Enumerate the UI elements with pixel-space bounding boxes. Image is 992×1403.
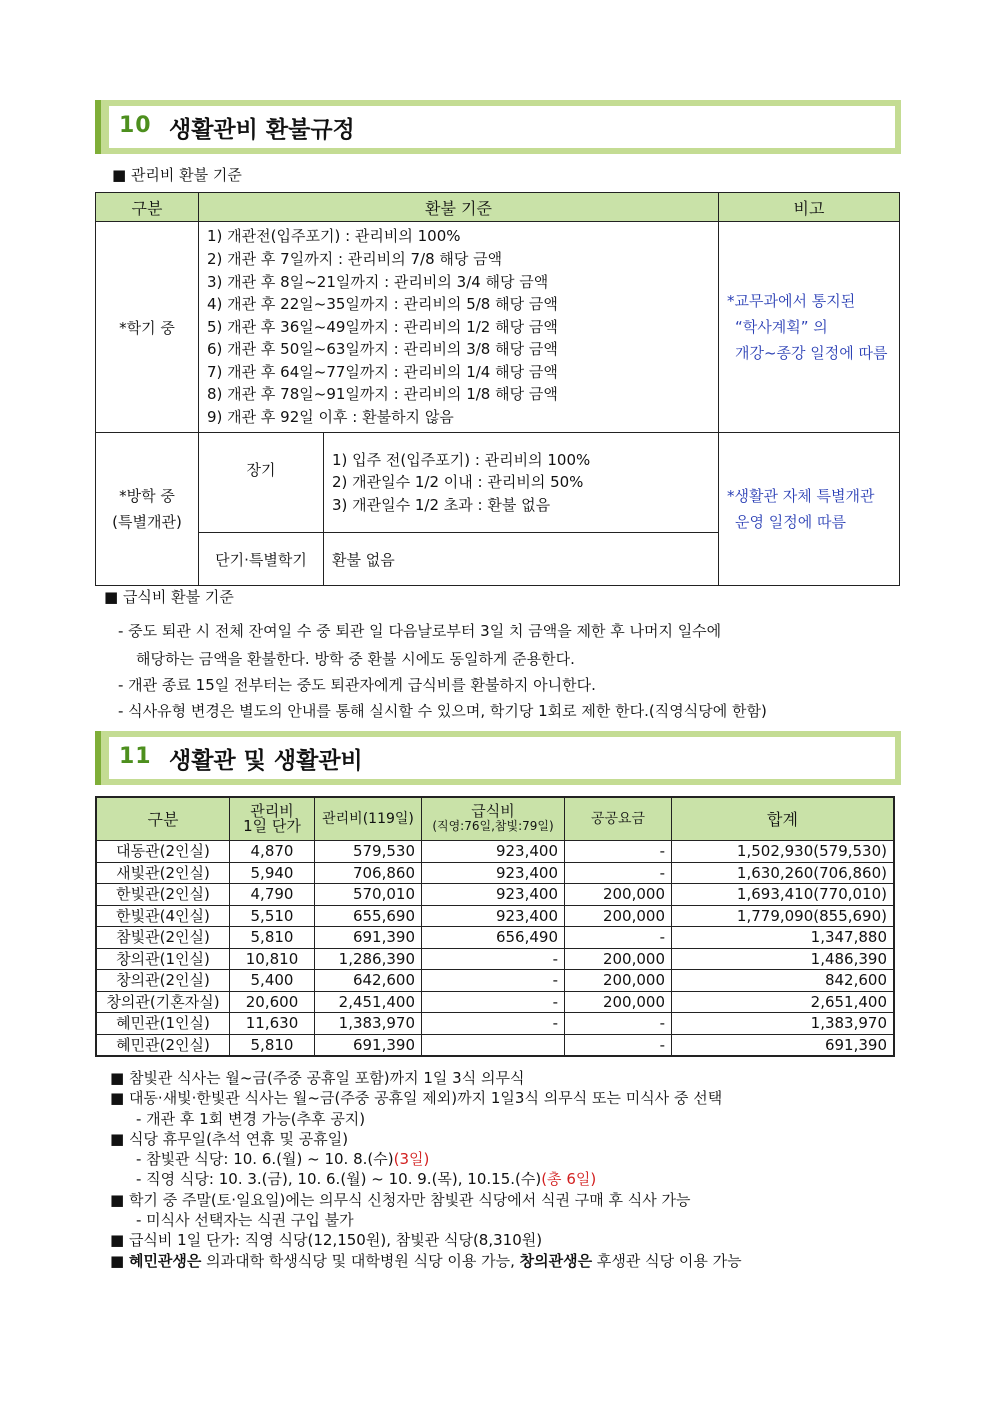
header-line: 관리비 [250,802,294,820]
semester-label: *학기 중 [96,222,199,433]
table-cell: 1,779,090(855,690) [672,905,895,927]
table-cell: 2,651,400 [672,991,895,1013]
table-cell: 대동관(2인실) [96,841,230,863]
note-line: 운영 일정에 따름 [735,513,846,531]
section-title: 생활관 및 생활관비 [169,748,363,774]
table-row [96,862,894,884]
section-10-header [95,100,901,154]
table-cell: 4,790 [230,884,315,906]
note-text: 의과대학 학생식당 및 대학병원 식당 이용 가능, [201,1251,520,1270]
table-cell: 200,000 [565,991,672,1013]
note-highlight: (3일) [393,1150,430,1169]
criteria-line: 3) 개관일수 1/2 초과 : 환불 없음 [332,495,551,514]
table-cell: - [422,970,565,992]
long-term-label: 장기 [199,433,324,533]
table-cell: 혜민관(2인실) [96,1034,230,1056]
criteria-line: 5) 개관 후 36일~49일까지 : 관리비의 1/2 해당 금액 [207,317,558,336]
criteria-line: 2) 개관 후 7일까지 : 관리비의 7/8 해당 금액 [207,249,503,268]
note-3-sub2 [110,1169,742,1189]
note-5: ■ 급식비 1일 단가: 직영 식당(12,150원), 참빛관 식당(8,310원) [110,1231,543,1250]
table-cell: 창의관(1인실) [96,948,230,970]
table-cell: 842,600 [672,970,895,992]
table-cell: - [565,927,672,949]
criteria-line: 3) 개관 후 8일~21일까지 : 관리비의 3/4 해당 금액 [207,272,549,291]
note-3: ■ 식당 휴무일(추석 연휴 및 공휴일) [110,1129,349,1148]
refund-table [95,192,900,586]
header-meal-fee [422,797,565,841]
header-line: (직영:76일,참빛:79일) [432,819,554,833]
note-6 [110,1251,742,1271]
table-row [96,884,894,906]
meal-line-3: - 개관 종료 15일 전부터는 중도 퇴관자에게 급식비를 환불하지 아니한다. [118,676,596,694]
vacation-label-line: (특별개관) [112,513,182,531]
note-line: 개강~종강 일정에 따름 [735,344,888,362]
table-cell: 1,630,260(706,860) [672,862,895,884]
criteria-line: 1) 입주 전(입주포기) : 관리비의 100% [332,450,591,469]
table-cell: 691,390 [672,1034,895,1056]
header-mgmt-fee: 관리비(119일) [315,797,422,841]
criteria-line: 4) 개관 후 22일~35일까지 : 관리비의 5/8 해당 금액 [207,295,558,314]
table-row [96,927,894,949]
note-3-sub1 [110,1149,742,1169]
table-cell: 5,810 [230,927,315,949]
table-row [96,1013,894,1035]
header-category: 구분 [96,193,199,222]
table-cell: - [422,991,565,1013]
short-term-value: 환불 없음 [324,533,719,586]
section-11-header [95,731,901,785]
semester-note [719,222,900,433]
table-cell: 923,400 [422,884,565,906]
semester-criteria [199,222,719,433]
note-bold: 창의관생은 [519,1251,593,1270]
table-cell: 1,347,880 [672,927,895,949]
header-refund-criteria: 환불 기준 [199,193,719,222]
table-cell: 한빛관(4인실) [96,905,230,927]
table-cell: 1,502,930(579,530) [672,841,895,863]
table-row [96,841,894,863]
note-1: ■ 참빛관 식사는 월~금(주중 공휴일 포함)까지 1일 3식 의무식 [110,1069,525,1087]
table-cell: 혜민관(1인실) [96,1013,230,1035]
note-4: ■ 학기 중 주말(토·일요일)에는 의무식 신청자만 참빛관 식당에서 식권 구매 후 식사 가능 [110,1190,691,1209]
table-cell: 570,010 [315,884,422,906]
header-line: 1일 단가 [243,817,301,835]
table-cell: 11,630 [230,1013,315,1035]
section-number: 11 [119,744,152,769]
criteria-line: 9) 개관 후 92일 이후 : 환불하지 않음 [207,408,454,427]
note-2: ■ 대동·새빛·한빛관 식사는 월~금(주중 공휴일 제외)까지 1일3식 의무식 또는 미식사 중 선택 [110,1089,723,1108]
table-cell: 10,810 [230,948,315,970]
short-term-label: 단기·특별학기 [199,533,324,586]
section-title: 생활관비 환불규정 [169,117,355,143]
header-line: 급식비 [471,802,515,820]
table-cell: - [422,1013,565,1035]
table-cell: 2,451,400 [315,991,422,1013]
table-row [96,948,894,970]
note-text: - 참빛관 식당: 10. 6.(월) ~ 10. 8.(수) [136,1150,394,1169]
header-total: 합계 [672,797,895,841]
table-cell: 1,383,970 [315,1013,422,1035]
table-cell: 691,390 [315,1034,422,1056]
header-daily-rate [230,797,315,841]
table-cell [422,1034,565,1056]
vacation-label-line: *방학 중 [119,487,175,505]
table-cell: 5,940 [230,862,315,884]
meal-fee-title: ■ 급식비 환불 기준 [104,588,234,606]
meal-line-1: - 중도 퇴관 시 전체 잔여일 수 중 퇴관 일 다음날로부터 3일 치 금액을 제한 후 나머지 일수에 [118,622,722,640]
criteria-line: 7) 개관 후 64일~77일까지 : 관리비의 1/4 해당 금액 [207,362,558,381]
table-cell: 200,000 [565,905,672,927]
table-cell: 새빛관(2인실) [96,862,230,884]
table-cell: 1,486,390 [672,948,895,970]
dorm-fee-table [95,796,895,1057]
table-cell: - [565,1034,672,1056]
note-4-sub: - 미식사 선택자는 식권 구입 불가 [136,1211,354,1230]
table-cell: 창의관(2인실) [96,970,230,992]
criteria-line: 8) 개관 후 78일~91일까지 : 관리비의 1/8 해당 금액 [207,385,558,404]
table-cell: 창의관(기혼자실) [96,991,230,1013]
note-text: 후생관 식당 이용 가능 [592,1251,742,1270]
note-line: *교무과에서 통지된 [727,292,856,310]
section-number: 10 [119,113,152,138]
vacation-label [96,433,199,586]
note-highlight: (총 6일) [541,1170,597,1189]
table-cell: 4,870 [230,841,315,863]
table-cell: 656,490 [422,927,565,949]
note-line: “학사계획” 의 [735,318,828,336]
table-cell: 642,600 [315,970,422,992]
table-cell: 200,000 [565,970,672,992]
table-cell: 579,530 [315,841,422,863]
table-cell: 200,000 [565,948,672,970]
long-term-criteria [324,433,719,533]
note-text: - 직영 식당: 10. 3.(금), 10. 6.(월) ~ 10. 9.(목), 10.15.(수) [136,1170,542,1189]
table-cell: 1,286,390 [315,948,422,970]
meal-line-4: - 식사유형 변경은 별도의 안내를 통해 실시할 수 있으며, 학기당 1회로 제한 한다.(직영식당에 한함) [118,702,767,720]
table-cell: 5,510 [230,905,315,927]
dorm-notes [110,1068,742,1271]
table-row [96,991,894,1013]
note-line: *생활관 자체 특별개관 [727,487,875,505]
table-row [96,970,894,992]
table-row [96,1034,894,1056]
table-cell: 한빛관(2인실) [96,884,230,906]
table-cell: 5,810 [230,1034,315,1056]
table-cell: - [422,948,565,970]
table-cell: - [565,862,672,884]
table-cell: 691,390 [315,927,422,949]
table-cell: 923,400 [422,862,565,884]
mgmt-fee-title: ■ 관리비 환불 기준 [112,166,242,184]
vacation-note [719,433,900,586]
table-cell: 5,400 [230,970,315,992]
note-2-sub: - 개관 후 1회 변경 가능(추후 공지) [136,1109,366,1128]
table-cell: 20,600 [230,991,315,1013]
table-cell: - [565,841,672,863]
criteria-line: 1) 개관전(입주포기) : 관리비의 100% [207,227,461,246]
table-cell: 923,400 [422,905,565,927]
header-remarks: 비고 [719,193,900,222]
table-cell: 200,000 [565,884,672,906]
meal-line-2: 해당하는 금액을 환불한다. 방학 중 환불 시에도 동일하게 준용한다. [136,650,575,668]
note-text: ■ [110,1251,129,1270]
note-bold: 혜민관생은 [128,1251,202,1270]
table-cell: - [565,1013,672,1035]
table-cell: 1,383,970 [672,1013,895,1035]
table-row [96,905,894,927]
criteria-line: 6) 개관 후 50일~63일까지 : 관리비의 3/8 해당 금액 [207,340,558,359]
table-cell: 923,400 [422,841,565,863]
table-cell: 706,860 [315,862,422,884]
criteria-line: 2) 개관일수 1/2 이내 : 관리비의 50% [332,473,584,492]
table-cell: 참빛관(2인실) [96,927,230,949]
table-cell: 655,690 [315,905,422,927]
header-category: 구분 [96,797,230,841]
header-utility: 공공요금 [565,797,672,841]
table-cell: 1,693,410(770,010) [672,884,895,906]
